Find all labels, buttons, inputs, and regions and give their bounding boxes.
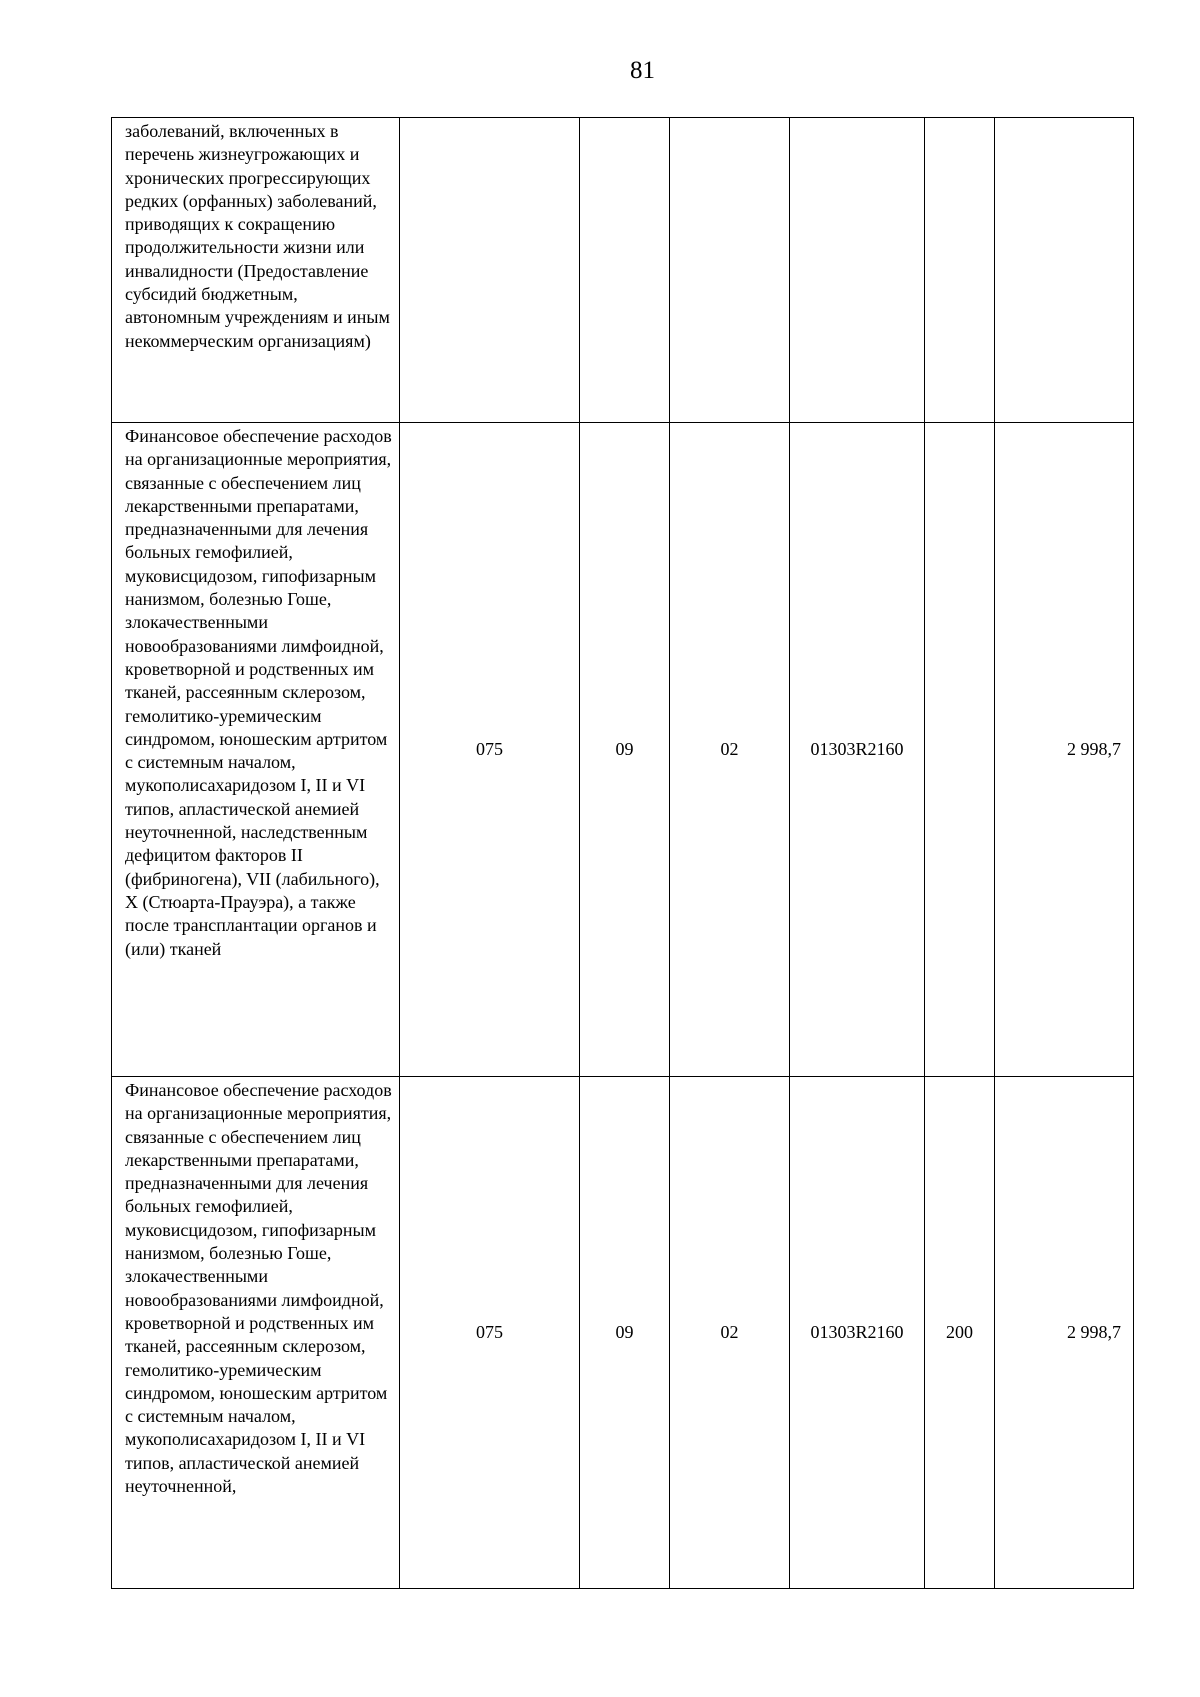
table-row [112, 118, 1134, 423]
budget-table [111, 117, 1134, 1589]
subsection-code-cell: 02 [670, 1077, 790, 1589]
ministry-code-cell: 075 [400, 423, 580, 1077]
subsection-code-cell: 02 [670, 423, 790, 1077]
row-description [112, 1077, 400, 1589]
section-code-cell: 09 [580, 423, 670, 1077]
target-article-cell: 01303R2160 [790, 423, 925, 1077]
amount-cell: 2 998,7 [995, 1077, 1134, 1589]
expense-type-cell [925, 118, 995, 423]
table-row [112, 423, 1134, 1077]
amount-cell: 2 998,7 [995, 423, 1134, 1077]
table-row [112, 1077, 1134, 1589]
expense-type-cell [925, 423, 995, 1077]
target-article-cell: 01303R2160 [790, 1077, 925, 1589]
section-code-cell [580, 118, 670, 423]
page-number: 81 [630, 57, 655, 84]
row-description: заболеваний, включенных в перечень жизнеугрожающих и хронических прогрессирующих редких (орфанных) заболеваний, приводящих к сокращению продолжительности жизни или инвалидности (Предоставление субсидий бюджетным, автономным учреждениям и иным некоммерческим организациям) [112, 118, 400, 423]
subsection-code-cell [670, 118, 790, 423]
row-description-text: Финансовое обеспечение расходов на организационные мероприятия, связанные с обеспечением лиц лекарственными препаратами, предназначенными для лечения больных гемофилией, муковисцидозом, гипофизарным нанизмом, болезнью Гоше, злокачественными новообразованиями лимфоидной, кроветворной и родственных им тканей, рассеянным склерозом, гемолитико-уремическим синдромом, юношеским артритом с системным началом, мукополисахаридозом I, II и VI типов, апластической анемией неуточненной, [125, 1080, 392, 1497]
amount-cell [995, 118, 1134, 423]
ministry-code-cell: 075 [400, 1077, 580, 1589]
section-code-cell: 09 [580, 1077, 670, 1589]
expense-type-cell: 200 [925, 1077, 995, 1589]
ministry-code-cell [400, 118, 580, 423]
target-article-cell [790, 118, 925, 423]
row-description: Финансовое обеспечение расходов на организационные мероприятия, связанные с обеспечением лиц лекарственными препаратами, предназначенными для лечения больных гемофилией, муковисцидозом, гипофизарным нанизмом, болезнью Гоше, злокачественными новообразованиями лимфоидной, кроветворной и родственных им тканей, рассеянным склерозом, гемолитико-уремическим синдромом, юношеским артритом с системным началом, мукополисахаридозом I, II и VI типов, апластической анемией неуточненной, наследственным дефицитом факторов II (фибриногена), VII (лабильного), X (Стюарта-Прауэра), а также после трансплантации органов и (или) тканей [112, 423, 400, 1077]
